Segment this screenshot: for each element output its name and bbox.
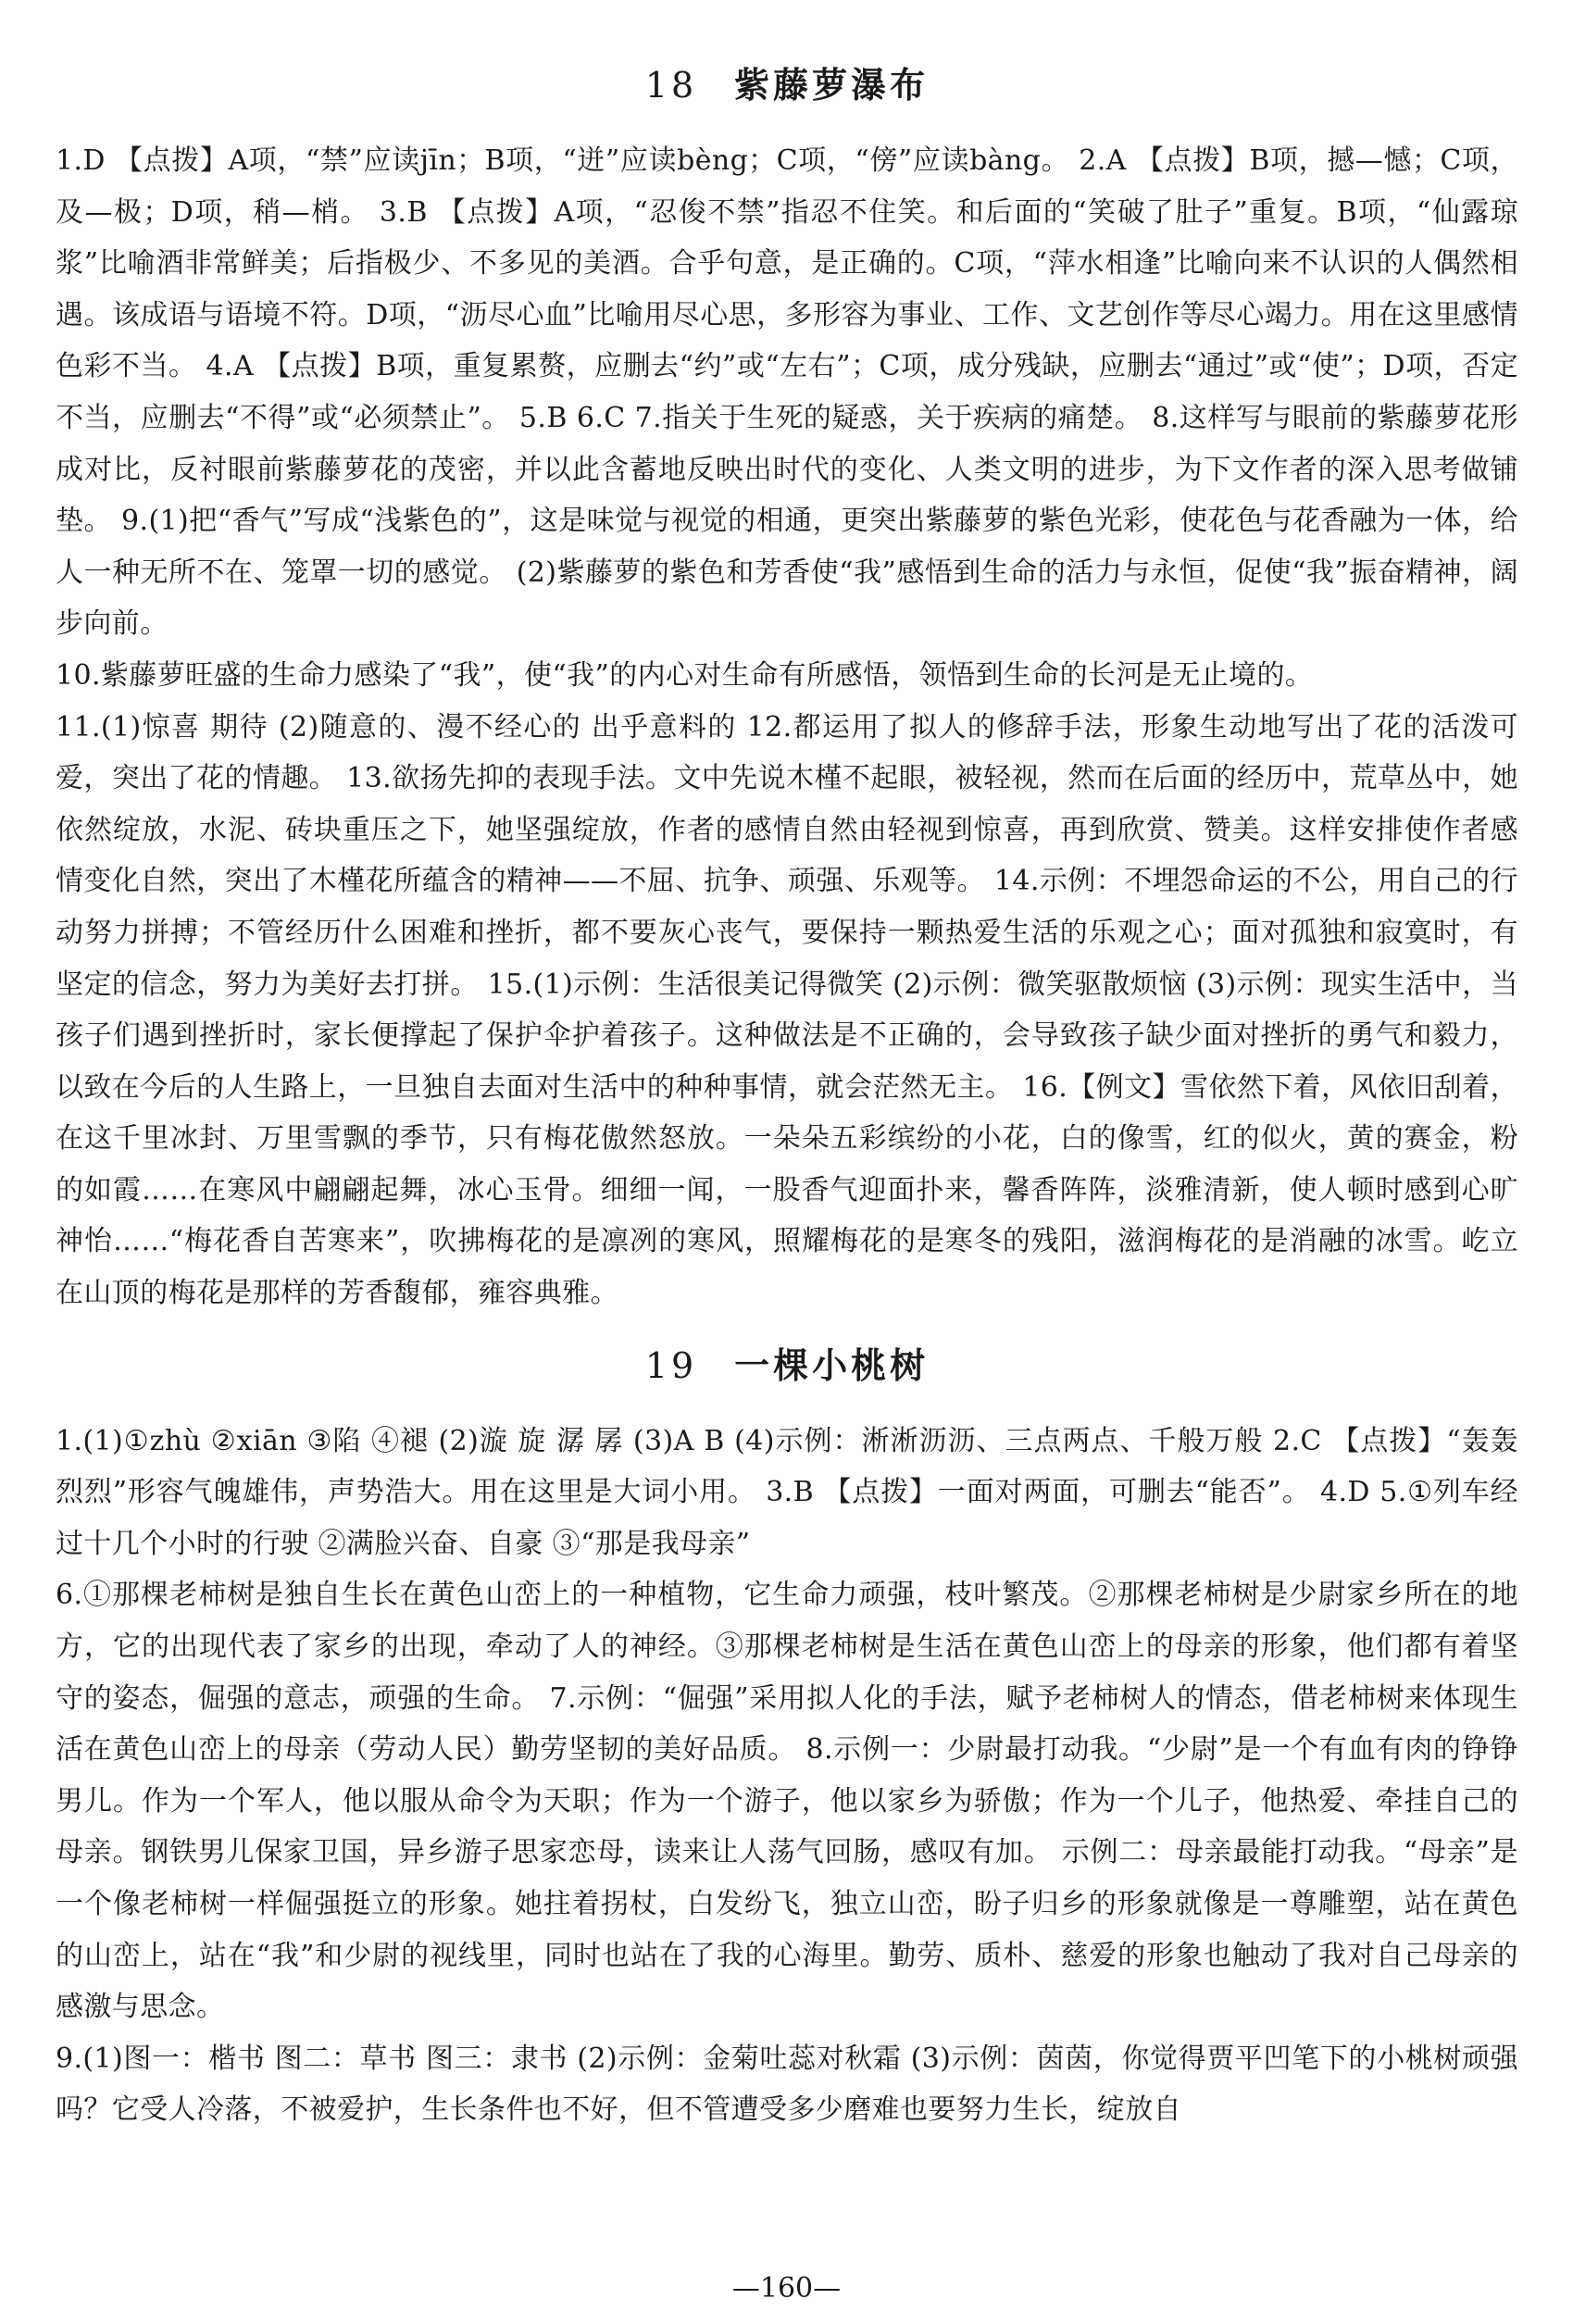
answer-paragraph: 9.(1)图一：楷书 图二：草书 图三：隶书 (2)示例：金菊吐蕊对秋霜 (3)示例：茵茵，你觉得贾平凹笔下的小桃树顽强吗？它受人冷落，不被爱护，生长条件也不好，但不管遭受多少磨难也要努力生长，绽放自 <box>56 2042 1518 2127</box>
page-content <box>56 57 1518 2136</box>
section-title-18 <box>56 57 1518 113</box>
answer-paragraph: 6.①那棵老柿树是独自生长在黄色山峦上的一种植物，它生命力顽强，枝叶繁茂。②那棵老柿树是少尉家乡所在的地方，它的出现代表了家乡的出现，牵动了人的神经。③那棵老柿树是生活在黄色山峦上的母亲的形象，他们都有着坚守的姿态，倔强的意志，顽强的生命。 7.示例：“倔强”采用拟人化的手法，赋予老柿树人的情态，借老柿树来体现生活在黄色山峦上的母亲（劳动人民）勤劳坚韧的美好品质。 8.示例一：少尉最打动我。“少尉”是一个有血有肉的铮铮男儿。作为一个军人，他以服从命令为天职；作为一个游子，他以家乡为骄傲；作为一个儿子，他热爱、牵挂自己的母亲。钢铁男儿保家卫国，异乡游子思家恋母，读来让人荡气回肠，感叹有加。 示例二：母亲最能打动我。“母亲”是一个像老柿树一样倔强挺立的形象。她拄着拐杖，白发纷飞，独立山峦，盼子归乡的形象就像是一尊雕塑，站在黄色的山峦上，站在“我”和少尉的视线里，同时也站在了我的心海里。勤劳、质朴、慈爱的形象也触动了我对自己母亲的感激与思念。 <box>56 1579 1518 2024</box>
answer-paragraph: 1.D 【点拨】A项，“禁”应读jīn；B项，“迸”应读bèng；C项，“傍”应读bàng。 2.A 【点拨】B项，撼—憾；C项，及—极；D项，稍—梢。 3.B 【点拨】A项，“忍俊不禁”指忍不住笑。和后面的“笑破了肚子”重复。B项，“仙露琼浆”比喻酒非常鲜美；后指极少、不多见的美酒。合乎句意，是正确的。C项，“萍水相逢”比喻向来不认识的人偶然相遇。该成语与语境不符。D项，“沥尽心血”比喻用尽心思，多形容为事业、工作、文艺创作等尽心竭力。用在这里感情色彩不当。 4.A 【点拨】B项，重复累赘，应删去“约”或“左右”；C项，成分残缺，应删去“通过”或“使”；D项，否定不当，应删去“不得”或“必须禁止”。 5.B 6.C 7.指关于生死的疑惑，关于疾病的痛楚。 8.这样写与眼前的紫藤萝花形成对比，反衬眼前紫藤萝花的茂密，并以此含蓄地反映出时代的变化、人类文明的进步，为下文作者的深入思考做铺垫。 9.(1)把“香气”写成“浅紫色的”，这是味觉与视觉的相通，更突出紫藤萝的紫色光彩，使花色与花香融为一体，给人一种无所不在、笼罩一切的感觉。 (2)紫藤萝的紫色和芳香使“我”感悟到生命的活力与永恒，促使“我”振奋精神，阔步向前。 <box>56 144 1518 641</box>
section-name: 一棵小桃树 <box>734 1343 930 1386</box>
section-title-19 <box>56 1338 1518 1393</box>
section-body-18 <box>56 135 1518 1319</box>
section-number: 18 <box>644 65 698 106</box>
answer-paragraph: 1.(1)①zhù ②xiān ③陷 ④褪 (2)漩 旋 潺 孱 (3)A B (4)示例：淅淅沥沥、三点两点、千般万般 2.C 【点拨】“轰轰烈烈”形容气魄雄伟，声势浩大。用在这里是大词小用。 3.B 【点拨】一面对两面，可删去“能否”。 4.D 5.①列车经过十几个小时的行驶 ②满脸兴奋、自豪 ③“那是我母亲” <box>56 1424 1518 1560</box>
section-name: 紫藤萝瀑布 <box>734 64 930 106</box>
answer-paragraph: 10.紫藤萝旺盛的生命力感染了“我”，使“我”的内心对生命有所感悟，领悟到生命的长河是无止境的。 <box>56 658 1314 692</box>
section-number: 19 <box>644 1344 698 1386</box>
answer-paragraph: 11.(1)惊喜 期待 (2)随意的、漫不经心的 出乎意料的 12.都运用了拟人的修辞手法，形象生动地写出了花的活泼可爱，突出了花的情趣。 13.欲扬先抑的表现手法。文中先说木槿不起眼，被轻视，然而在后面的经历中，荒草丛中，她依然绽放，水泥、砖块重压之下，她坚强绽放，作者的感情自然由轻视到惊喜，再到欣赏、赞美。这样安排使作者感情变化自然，突出了木槿花所蕴含的精神——不屈、抗争、顽强、乐观等。 14.示例：不埋怨命运的不公，用自己的行动努力拼搏；不管经历什么困难和挫折，都不要灰心丧气，要保持一颗热爱生活的乐观之心；面对孤独和寂寞时，有坚定的信念，努力为美好去打拼。 15.(1)示例：生活很美记得微笑 (2)示例：微笑驱散烦恼 (3)示例：现实生活中，当孩子们遇到挫折时，家长便撑起了保护伞护着孩子。这种做法是不正确的，会导致孩子缺少面对挫折的勇气和毅力，以致在今后的人生路上，一旦独自去面对生活中的种种事情，就会茫然无主。 16.【例文】雪依然下着，风依旧刮着，在这千里冰封、万里雪飘的季节，只有梅花傲然怒放。一朵朵五彩缤纷的小花，白的像雪，红的似火，黄的赛金，粉的如霞……在寒风中翩翩起舞，冰心玉骨。细细一闻，一股香气迎面扑来，馨香阵阵，淡雅清新，使人顿时感到心旷神怡……“梅花香自苦寒来”，吹拂梅花的是凛冽的寒风，照耀梅花的是寒冬的残阳，滋润梅花的是消融的冰雪。屹立在山顶的梅花是那样的芳香馥郁，雍容典雅。 <box>56 710 1518 1310</box>
page-number: —160— <box>731 2272 842 2305</box>
section-body-19 <box>56 1416 1518 2136</box>
